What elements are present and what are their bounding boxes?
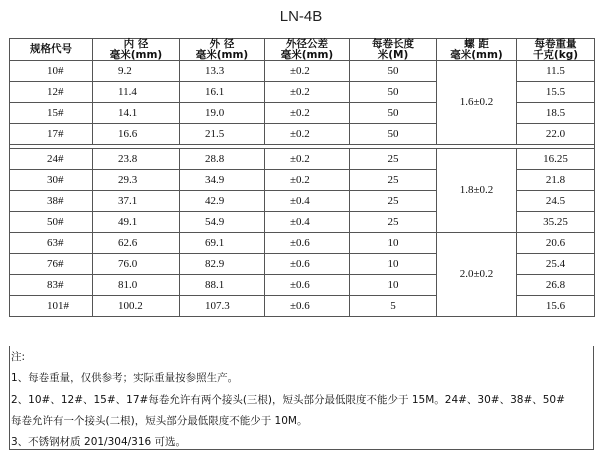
header-len-line1: 每卷长度: [372, 38, 414, 50]
header-pitch: [437, 39, 517, 61]
cell-spec: 50#: [10, 212, 93, 233]
note-line-3: 每卷允许有一个接头(二根)，短头部分最低限度不能少于 10M。: [11, 415, 308, 427]
cell-outer: 13.3: [180, 61, 265, 82]
note-line-2: 2、10#、12#、15#、17#每卷允许有两个接头(三根)，短头部分最低限度不能少于 15M。24#、30#、38#、50#: [11, 394, 565, 406]
cell-tolerance: ±0.2: [265, 170, 350, 191]
cell-length: 5: [350, 296, 437, 317]
cell-pitch: 1.6±0.2: [437, 61, 517, 145]
header-outer-diameter: [180, 39, 265, 61]
cell-spec: 15#: [10, 103, 93, 124]
header-outer-line2: 毫米(mm): [195, 48, 249, 61]
cell-weight: 15.5: [517, 82, 595, 103]
header-wt-line2: 千克(kg): [532, 48, 579, 61]
cell-inner: 14.1: [93, 103, 180, 124]
cell-outer: 54.9: [180, 212, 265, 233]
cell-length: 25: [350, 170, 437, 191]
notes-section: [9, 346, 594, 450]
cell-inner: 11.4: [93, 82, 180, 103]
cell-weight: 15.6: [517, 296, 595, 317]
cell-spec: 10#: [10, 61, 93, 82]
cell-weight: 35.25: [517, 212, 595, 233]
header-tol-line2: 毫米(mm): [280, 48, 334, 61]
cell-tolerance: ±0.6: [265, 254, 350, 275]
cell-spec: 38#: [10, 191, 93, 212]
cell-weight: 22.0: [517, 124, 595, 145]
cell-outer: 82.9: [180, 254, 265, 275]
cell-weight: 24.5: [517, 191, 595, 212]
cell-length: 25: [350, 191, 437, 212]
cell-outer: 28.8: [180, 149, 265, 170]
cell-tolerance: ±0.2: [265, 82, 350, 103]
cell-weight: 21.8: [517, 170, 595, 191]
cell-weight: 18.5: [517, 103, 595, 124]
cell-tolerance: ±0.6: [265, 233, 350, 254]
cell-spec: 12#: [10, 82, 93, 103]
header-len-line2: 米(M): [377, 48, 409, 61]
table-header-row: [10, 39, 595, 61]
header-inner-diameter: [93, 39, 180, 61]
cell-length: 50: [350, 61, 437, 82]
cell-tolerance: ±0.6: [265, 275, 350, 296]
header-pitch-line2: 毫米(mm): [450, 48, 503, 61]
cell-inner: 81.0: [93, 275, 180, 296]
cell-outer: 16.1: [180, 82, 265, 103]
cell-tolerance: ±0.4: [265, 212, 350, 233]
cell-tolerance: ±0.2: [265, 103, 350, 124]
page-title: LN-4B: [279, 8, 323, 25]
cell-length: 10: [350, 254, 437, 275]
cell-outer: 88.1: [180, 275, 265, 296]
cell-inner: 100.2: [93, 296, 180, 317]
cell-spec: 83#: [10, 275, 93, 296]
cell-spec: 17#: [10, 124, 93, 145]
header-outer-line1: 外 径: [209, 38, 235, 50]
cell-outer: 34.9: [180, 170, 265, 191]
cell-spec: 63#: [10, 233, 93, 254]
note-line-4: 3、不锈钢材质 201/304/316 可选。: [11, 436, 187, 448]
cell-weight: 26.8: [517, 275, 595, 296]
header-pitch-line1: 螺 距: [464, 38, 489, 50]
header-inner-line2: 毫米(mm): [109, 48, 163, 61]
cell-pitch: 2.0±0.2: [437, 233, 517, 317]
notes-label: 注:: [11, 351, 26, 363]
table-row: [10, 61, 595, 82]
cell-tolerance: ±0.2: [265, 124, 350, 145]
cell-length: 50: [350, 103, 437, 124]
cell-weight: 25.4: [517, 254, 595, 275]
cell-weight: 11.5: [517, 61, 595, 82]
cell-outer: 19.0: [180, 103, 265, 124]
cell-weight: 20.6: [517, 233, 595, 254]
cell-spec: 76#: [10, 254, 93, 275]
cell-inner: 9.2: [93, 61, 180, 82]
cell-tolerance: ±0.2: [265, 61, 350, 82]
cell-tolerance: ±0.6: [265, 296, 350, 317]
header-tolerance: [265, 39, 350, 61]
cell-tolerance: ±0.2: [265, 149, 350, 170]
cell-inner: 49.1: [93, 212, 180, 233]
cell-spec: 24#: [10, 149, 93, 170]
cell-inner: 76.0: [93, 254, 180, 275]
table-row: [10, 233, 595, 254]
cell-outer: 107.3: [180, 296, 265, 317]
header-weight: [517, 39, 595, 61]
spec-table: [9, 38, 595, 317]
header-tol-line1: 外径公差: [286, 38, 328, 50]
cell-outer: 21.5: [180, 124, 265, 145]
cell-inner: 62.6: [93, 233, 180, 254]
cell-inner: 29.3: [93, 170, 180, 191]
cell-inner: 37.1: [93, 191, 180, 212]
cell-tolerance: ±0.4: [265, 191, 350, 212]
cell-length: 50: [350, 124, 437, 145]
cell-weight: 16.25: [517, 149, 595, 170]
cell-inner: 23.8: [93, 149, 180, 170]
header-inner-line1: 内 径: [123, 38, 149, 50]
cell-spec: 101#: [10, 296, 93, 317]
cell-length: 25: [350, 212, 437, 233]
cell-pitch: 1.8±0.2: [437, 149, 517, 233]
cell-length: 10: [350, 275, 437, 296]
cell-spec: 30#: [10, 170, 93, 191]
cell-length: 25: [350, 149, 437, 170]
header-spec: 规格代号: [10, 39, 93, 61]
cell-outer: 42.9: [180, 191, 265, 212]
header-length: [350, 39, 437, 61]
header-wt-line1: 每卷重量: [534, 38, 577, 50]
cell-outer: 69.1: [180, 233, 265, 254]
table-row: [10, 149, 595, 170]
note-line-1: 1、每卷重量，仅供参考；实际重量按参照生产。: [11, 372, 239, 384]
cell-length: 10: [350, 233, 437, 254]
cell-inner: 16.6: [93, 124, 180, 145]
cell-length: 50: [350, 82, 437, 103]
